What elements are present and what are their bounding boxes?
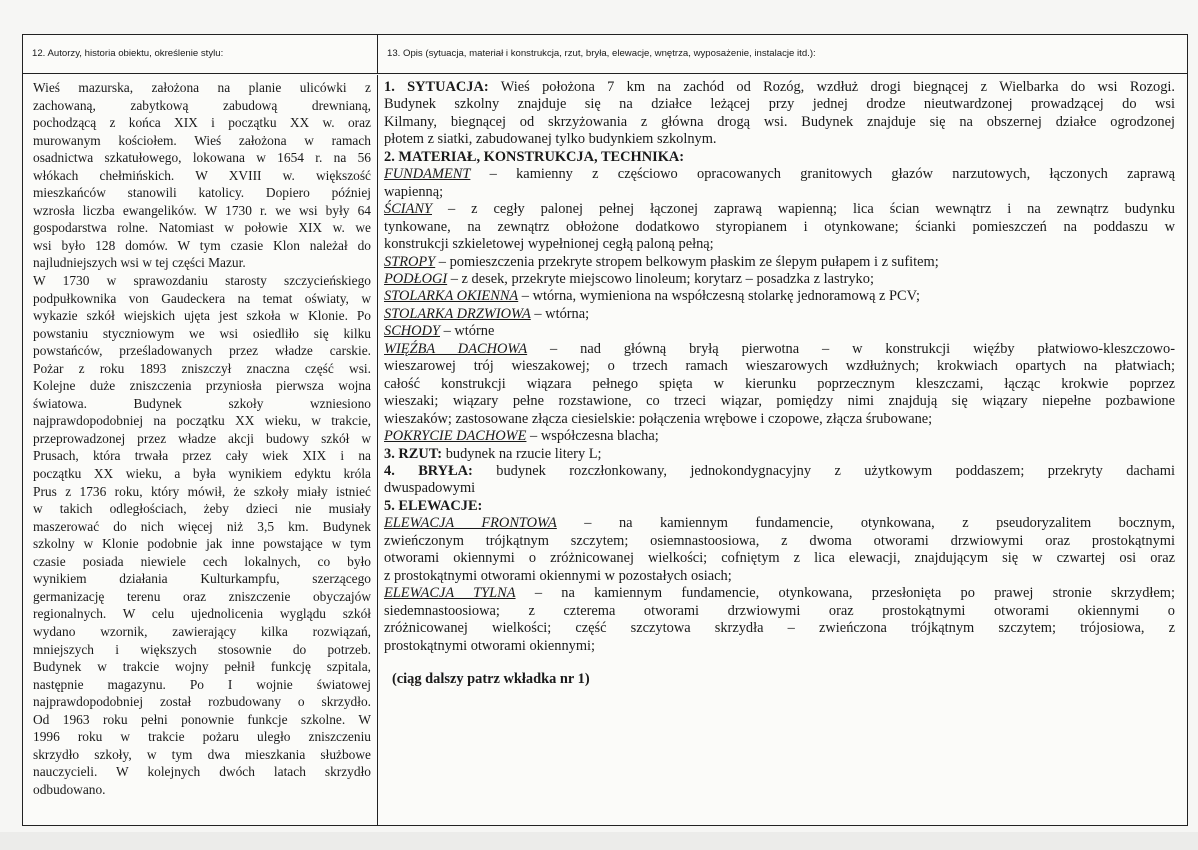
history-line: szkolny w Klonie podobnie jak inne powstające w tym xyxy=(33,536,371,552)
roof-truss-line: wieszarowej trój wieszakowej; o trzech ramach wieszarowych wzdłużnych; krokwiach opartych na płatwiach; xyxy=(384,358,1175,375)
walls-line: ŚCIANY – z cegły palonej pełnej łączonej zaprawą wapienną; lica ścian wewnątrz i na zewnątrz budynku xyxy=(384,201,1175,218)
history-column xyxy=(23,75,378,825)
history-line: wydano wzornik, zawierający kilka rozwiązań, xyxy=(33,623,371,639)
plan-line: 3. RZUT: budynek na rzucie litery L; xyxy=(384,445,602,462)
history-line: nauczycieli. W kolejnych dwóch latach skrzydło xyxy=(33,764,371,780)
windows-line: STOLARKA OKIENNA – wtórna, wymieniona na współczesną stolarkę jednoramową z PCV; xyxy=(384,288,920,305)
history-line: światowa. Budynek szkoły wzniesiono xyxy=(33,395,371,411)
windows-label: STOLARKA OKIENNA xyxy=(384,288,519,305)
plan-heading: 3. RZUT: xyxy=(384,445,443,462)
history-line: regionalnych. W celu ujednolicenia wyglądu szkół xyxy=(33,606,371,622)
walls-line: tynkowane, na zewnątrz obłożone dodatkowo styropianem i otynkowane; ścianki pomieszczeń na poddaszu w xyxy=(384,218,1175,235)
history-line: wykazie szkół wiejskich ujęta jest szkoła w Klonie. Po xyxy=(33,308,371,324)
history-line: murowanym kościołem. Wieś założona w ramach xyxy=(33,132,371,148)
situation-heading: 1. SYTUACJA: xyxy=(384,79,489,95)
history-line: mieszkańców stanowili katolicy. Dopiero później xyxy=(33,185,371,201)
massing-line: 4. BRYŁA: budynek rozczłonkowany, jednokondygnacyjny z użytkowym poddaszem; przekryty dachami xyxy=(384,462,1175,479)
elevations-heading: 5. ELEWACJE: xyxy=(384,497,483,514)
situation-line: 1. SYTUACJA: Wieś położona 7 km na zachód od Rozóg, wzdłuż drogi biegnącej z Wielbarka do wsi Rozogi. xyxy=(384,79,1175,95)
history-line: pochodzącą z końca XIX i początku XX w. oraz xyxy=(33,115,371,131)
history-line: wsi było 128 domów. W tym czasie Klon należał do xyxy=(33,237,371,253)
roof-truss-line: WIĘŹBA DACHOWA – nad główną bryłą pierwotna – w konstrukcji więźby płatwiowo-kleszczowo- xyxy=(384,340,1175,357)
walls-label: ŚCIANY xyxy=(384,201,432,218)
history-line: Od 1963 roku pełni ponownie funkcje szkolne. W xyxy=(33,711,371,727)
history-line: Wieś mazurska, założona na planie ulicówki z xyxy=(33,80,371,95)
history-line: zachowaną, zabytkową zabudową drewnianą, xyxy=(33,97,371,113)
roof-truss-line: wieszaków; zastosowane złącza ciesielskie: połączenia wrębowe i czopowe, złącza śrubowane; xyxy=(384,410,933,427)
roofing-line: POKRYCIE DACHOWE – współczesna blacha; xyxy=(384,428,659,445)
doors-line: STOLARKA DRZWIOWA – wtórna; xyxy=(384,305,590,322)
history-line: maszerować do nich więcej niż 3,5 km. Budynek xyxy=(33,518,371,534)
roof-truss-label: WIĘŹBA DACHOWA xyxy=(384,340,528,357)
history-line: wynikiem działania Kulturkampfu, szerzącego xyxy=(33,571,371,587)
form-sheet xyxy=(22,34,1188,826)
roof-truss-line: wieszaki; wiązary pełne rozstawione, co trzeci wiązar, pomiędzy nimi znajdują się wiązary niepełne pozbawione xyxy=(384,393,1175,410)
rear-elevation-line: siedemnastoosiowa; z czterema otworami drzwiowymi oraz prostokątnymi otworami okiennymi o xyxy=(384,602,1175,619)
history-line: powstaniu styczniowym we wsi osiedliło się kilku xyxy=(33,325,371,341)
fundament-label: FUNDAMENT xyxy=(384,166,471,183)
situation-line: płotem z siatki, zabudowanej tylko budynkiem szkolnym. xyxy=(384,131,717,148)
history-line: następnie magazynu. Po I wojnie światowej xyxy=(33,676,371,692)
description-column xyxy=(378,75,1187,825)
history-line: Budynek w trakcie wojny pełnił funkcję szpitala, xyxy=(33,659,371,675)
situation-line: Budynek szkolny znajduje się na działce leżącej przy jednej drodze nieutwardzonej prowadzącej do wsi xyxy=(384,96,1175,113)
rear-elevation-line: zróżnicowanej wielkości; część szczytowa skrzydła – zwieńczona trójkątnym szczytem; trójosiowa, z xyxy=(384,620,1175,637)
history-line: odbudowano. xyxy=(33,781,106,797)
history-line: 1996 roku w trakcie pożaru uległo zniszczeniu xyxy=(33,729,371,745)
history-line: Prusach, która trwała przez cały wiek XIX i na xyxy=(33,448,371,464)
history-line: podpułkownika von Gaudeckera na temat oświaty, w xyxy=(33,290,371,306)
rear-elevation-line: prostokątnymi otworami okiennymi; xyxy=(384,637,596,654)
history-line: przeprowadzonej przez władze akcji budowy szkół w xyxy=(33,430,371,446)
front-elevation-line: otworami okiennymi o zróżnicowanej wielkości; cofniętym z lica elewacji, znajdującym się w czwartej osi oraz xyxy=(384,550,1175,567)
history-line: Pożar z roku 1893 zniszczył znaczna część wsi. xyxy=(33,360,371,376)
fundament-line: FUNDAMENT – kamienny z częściowo opracowanych granitowych głazów narzutowych, łączonych zaprawą xyxy=(384,166,1175,183)
front-elevation-line: z prostokątnymi otworami okiennymi w pozostałych osiach; xyxy=(384,567,732,584)
history-line: mniejszych i większych stosownie do potrzeb. xyxy=(33,641,371,657)
rear-elevation-line: ELEWACJA TYLNA – na kamiennym fundamencie, otynkowana, przesłonięta po prawej stronie skrzydłem; xyxy=(384,585,1175,602)
stairs-line: SCHODY – wtórne xyxy=(384,323,495,340)
history-line: najprawdopodobniej został rozbudowany o skrzydło. xyxy=(33,694,371,710)
history-line: włókach chełmińskich. W XVIII w. większość xyxy=(33,167,371,183)
front-elevation-label: ELEWACJA FRONTOWA xyxy=(384,515,557,532)
history-line: powstańców, prześladowanych przez władze carskie. xyxy=(33,343,371,359)
history-line: najprawdopodobniej na początku XX wieku, w trakcie, xyxy=(33,413,371,429)
scan-bottom-margin xyxy=(0,832,1198,850)
history-line: Prus z 1736 roku, który mówił, że szkoły miały istnieć xyxy=(33,483,371,499)
floors-label: PODŁOGI xyxy=(384,270,448,287)
front-elevation-line: ELEWACJA FRONTOWA – na kamiennym fundamencie, otynkowana, z pseudoryzalitem bocznym, xyxy=(384,515,1176,532)
walls-line: konstrukcji szkieletowej wypełnionej cegłą paloną pełną; xyxy=(384,236,714,253)
description-header: 13. Opis (sytuacja, materiał i konstrukcja, rzut, bryła, elewacje, wnętrza, wyposażenie, instalacje itd.): xyxy=(378,35,1187,74)
rear-elevation-label: ELEWACJA TYLNA xyxy=(384,585,516,602)
doors-label: STOLARKA DRZWIOWA xyxy=(384,305,531,322)
history-line: najludniejszych wsi w tej części Mazur. xyxy=(33,255,246,271)
massing-heading: 4. BRYŁA: xyxy=(384,462,473,479)
roofing-label: POKRYCIE DACHOWE xyxy=(384,428,527,445)
situation-line: Kilmany, biegnącej od skrzyżowania z główna drogą wsi. Budynek znajduje się na obszernej działce ogrodzonej xyxy=(384,113,1175,130)
massing-line: dwuspadowymi xyxy=(384,480,476,497)
front-elevation-line: zwieńczonym trójkątnym szczytem; osiemnastoosiowa, z dwoma otworami drzwiowymi oraz prostokątnymi xyxy=(384,532,1175,549)
stairs-label: SCHODY xyxy=(384,323,440,340)
history-line: osadnictwa szkatułowego, lokowana w 1654 r. na 56 xyxy=(33,150,371,166)
history-line: w takich odległościach, żeby dzieci nie musiały xyxy=(33,501,371,517)
fundament-line: wapienną; xyxy=(384,183,444,200)
history-line: gospodarstwa rolne. Natomiast w połowie XIX w. we xyxy=(33,220,371,236)
history-line: W 1730 w sprawozdaniu starosty szczycieńskiego xyxy=(33,273,371,289)
history-line: wzrosła liczba ewangelików. W 1730 r. we wsi były 64 xyxy=(33,202,371,218)
history-line: początku XX wieku, a była wynikiem edyktu króla xyxy=(33,466,371,482)
roof-truss-line: całość konstrukcji wiązara pełnego spięta w kierunku poprzecznym kleszczami, łącząc krokwie poprzez xyxy=(384,375,1175,392)
ceilings-line: STROPY – pomieszczenia przekryte stropem belkowym płaskim ze ślepym pułapem i z sufitem; xyxy=(384,253,939,270)
history-line: skrzydło szkoły, w tym dwa mieszkania służbowe xyxy=(33,746,371,762)
history-line: czasie posiada niewiele cech lokalnych, co było xyxy=(33,553,371,569)
history-header: 12. Autorzy, historia obiektu, określenie stylu: xyxy=(23,35,378,74)
material-heading: 2. MATERIAŁ, KONSTRUKCJA, TECHNIKA: xyxy=(384,148,685,165)
history-line: Kolejne duże zniszczenia przyniosła pierwsza wojna xyxy=(33,378,371,394)
floors-line: PODŁOGI – z desek, przekryte miejscowo linoleum; korytarz – posadzka z lastryko; xyxy=(384,270,874,287)
continuation-note: (ciąg dalszy patrz wkładka nr 1) xyxy=(392,670,590,687)
ceilings-label: STROPY xyxy=(384,253,436,270)
history-line: germanizację terenu oraz zniszczenie obyczajów xyxy=(33,588,371,604)
